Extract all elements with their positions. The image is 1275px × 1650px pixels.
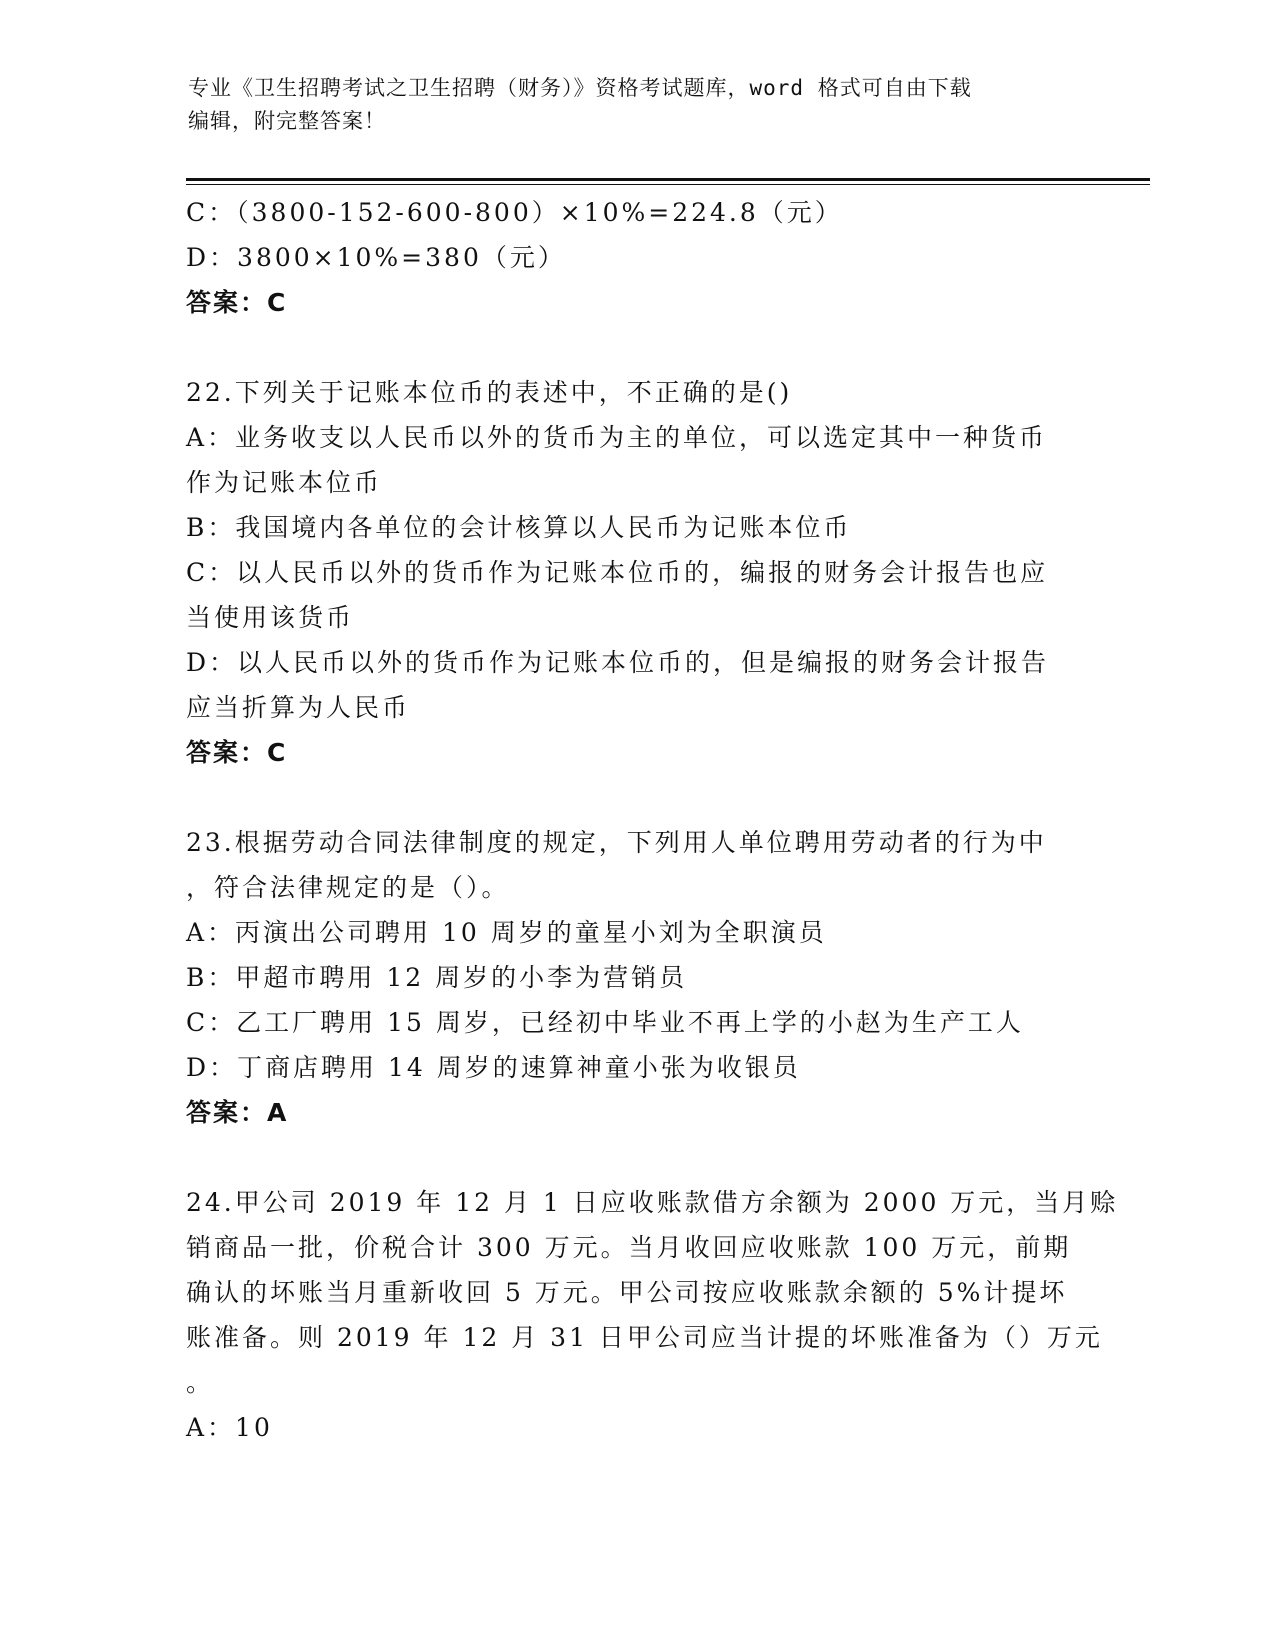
- option-c: C：乙工厂聘用 15 周岁，已经初中毕业不再上学的小赵为生产工人: [186, 1008, 1024, 1037]
- document-header: [188, 72, 1068, 138]
- option-d-continued: 应当折算为人民币: [186, 693, 411, 722]
- option-a-continued: 作为记账本位币: [186, 468, 383, 497]
- question-23: [186, 820, 1086, 1135]
- question-stem-continued: ，符合法律规定的是（）。: [186, 873, 510, 902]
- option-c: C：以人民币以外的货币作为记账本位币的，编报的财务会计报告也应: [186, 558, 1049, 587]
- option-a: A：业务收支以人民币以外的货币为主的单位，可以选定其中一种货币: [186, 423, 1048, 452]
- option-d: D：丁商店聘用 14 周岁的速算神童小张为收银员: [186, 1053, 801, 1082]
- header-divider-thick: [186, 178, 1150, 181]
- question-stem: 23.根据劳动合同法律制度的规定，下列用人单位聘用劳动者的行为中: [186, 828, 1047, 857]
- header-divider-thin: [186, 184, 1150, 185]
- answer-line: 答案：C: [186, 738, 288, 767]
- answer-line: 答案：C: [186, 288, 288, 317]
- question-stem-continued: 。: [186, 1368, 215, 1397]
- option-c: C：（3800-152-600-800）×10%=224.8（元）: [186, 198, 843, 227]
- question-22: [186, 370, 1086, 775]
- option-a: A：10: [186, 1413, 273, 1442]
- header-line-1: 专业《卫生招聘考试之卫生招聘（财务）》资格考试题库，word 格式可自由下载: [188, 76, 972, 100]
- option-a: A：丙演出公司聘用 10 周岁的童星小刘为全职演员: [186, 918, 827, 947]
- option-b: B：我国境内各单位的会计核算以人民币为记账本位币: [186, 513, 852, 542]
- header-line-2: 编辑，附完整答案！: [188, 109, 386, 133]
- question-stem: 24.甲公司 2019 年 12 月 1 日应收账款借方余额为 2000 万元，当月赊: [186, 1188, 1119, 1217]
- option-c-continued: 当使用该货币: [186, 603, 355, 632]
- question-24: [186, 1180, 1119, 1450]
- spacer: [186, 775, 1086, 820]
- spacer: [186, 325, 1086, 370]
- question-stem: 22.下列关于记账本位币的表述中，不正确的是(): [186, 378, 793, 407]
- spacer: [186, 1135, 1086, 1180]
- question-stem-continued: 账准备。则 2019 年 12 月 31 日甲公司应当计提的坏账准备为（）万元: [186, 1323, 1103, 1352]
- option-d: D：以人民币以外的货币作为记账本位币的，但是编报的财务会计报告: [186, 648, 1050, 677]
- question-stem-continued: 销商品一批，价税合计 300 万元。当月收回应收账款 100 万元，前期: [186, 1233, 1072, 1262]
- question-stem-continued: 确认的坏账当月重新收回 5 万元。甲公司按应收账款余额的 5%计提坏: [186, 1278, 1068, 1307]
- option-b: B：甲超市聘用 12 周岁的小李为营销员: [186, 963, 688, 992]
- option-d: D：3800×10%=380（元）: [186, 243, 566, 272]
- previous-question-tail: [186, 190, 1086, 325]
- document-body: [186, 190, 1119, 1450]
- answer-line: 答案：A: [186, 1098, 289, 1127]
